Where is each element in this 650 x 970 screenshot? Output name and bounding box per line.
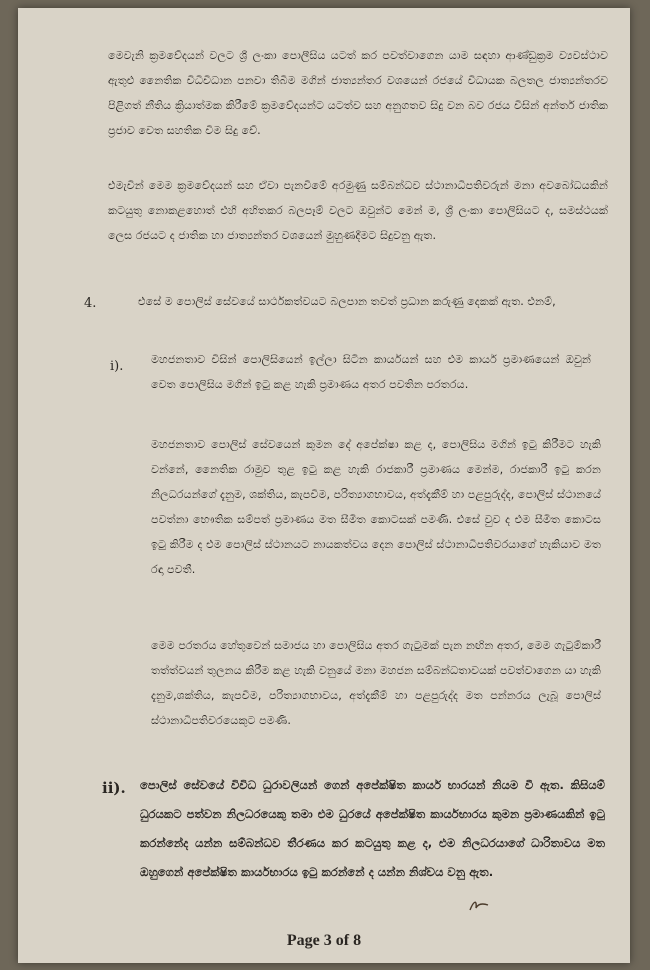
paragraph-point-4: එසේ ම පොලිස් සේවයේ සාර්ථකත්වයට බලපාන තවත් ප්‍රධාන කරුණු දෙකක් ඇත. එනම්, bbox=[138, 295, 556, 308]
page-number-footer: Page 3 of 8 bbox=[286, 932, 362, 949]
document-page bbox=[18, 8, 630, 963]
handwritten-initial bbox=[468, 898, 490, 912]
paragraph-sub-i: මහජනතාව විසින් පොලිසියෙන් ඉල්ලා සිටින කාර්යයන් සහ එම කාර්ය ප්‍රමාණයෙන් ඔවුන් වෙත පොලිසිය මගින් ඉටු කළ හැකි ප්‍රමාණය අතර පවතින පරතරය. bbox=[151, 353, 591, 391]
paragraph-2: එමැවින් මෙම ක්‍රමවේදයන් සහ ඒවා පැනවීමේ අරමුණු සම්බන්ධව ස්ථානාධිපතිවරුන් මනා අවබෝධයකින් කටයුතු නොකළහොත් එහි අහිතකර බලපෑම් වලට ඔවුන්ට මෙන් ම, ශ්‍රී ලංකා පොලිසියට ද, සමස්ථයක් ලෙස රජයට ද ජාතික හා ජාත්‍යන්තර වශයෙන් මුහුණදීමට සිදුවනු ඇත. bbox=[108, 179, 608, 242]
paragraph-1: මෙවැනි ක්‍රමවේදයන් වලට ශ්‍රී ලංකා පොලීසිය යටත් කර පවත්වාගෙන යාම සඳහා ආණ්ඩුක්‍රම ව්‍යවස්ථාව ඇතුළු නෛතික විධිවිධාන පනවා තිබීම මගින් ජාත්‍යන්තර වශයෙන් රජයේ විධායක බලතල ජාත්‍යන්තරව පිළිගත් නීතිය ක්‍රියාත්මක කිරීමේ ක්‍රමවේදයන්ට යටත්ව සහ අනුගතව සිදු වන බව රජය විසින් අන්තර් ජාතික ප්‍රජාව වෙත සහතික වීම සිදු වේ. bbox=[108, 49, 608, 137]
paragraph-sub-i-conclusion: මෙම පරතරය හේතුවෙන් සමාජය හා පොලිසිය අතර ගැටුමක් පැන නඟින අතර, මෙම ගැටුම්කාරී තත්ත්වයන් තුලනය කිරීම කළ හැකි වනුයේ මනා මහජන සම්බන්ධතාවයක් පවත්වාගෙන යා හැකි දැනුම,ශක්තිය, කැපවීම, පරිත්‍යාගභාවය, අත්දැකීම් හා පළපුරුද්ද මත පන්නරය ලැබූ පොලිස් ස්ථානාධිපතිවරයෙකුට පමණි. bbox=[151, 639, 601, 727]
item-number-4: 4. bbox=[84, 296, 97, 311]
sub-item-number-i: i). bbox=[110, 359, 124, 374]
sub-item-number-ii: ii). bbox=[102, 779, 126, 797]
paragraph-sub-ii: පොලිස් සේවයේ විවිධ ධුරාවලියන් ගෙන් අපේක්ෂිත කාර්ය භාරයන් නියම වී ඇත. කිසියම් ධුරයකට පත්වන නිලධරයෙකු තමා එම ධුරයේ අපේක්ෂිත කාර්යභාරය කුමන ප්‍රමාණයකින් ඉටු කරන්නේද යන්න සම්බන්ධව තීරණය කර කටයුතු කළ ද, එම නිලධරයාගේ ධාරිතාවය මත ඔහුගෙන් අපේක්ෂිත කාර්යභාරය ඉටු කරන්නේ ද යන්න නිශ්චය වනු ඇත. bbox=[140, 778, 605, 879]
paragraph-sub-i-detail: මහජනතාව පොලිස් සේවයෙන් කුමන දේ අපේක්ෂා කළ ද, පොලිසිය මගින් ඉටු කිරීමට හැකි වන්නේ, නෛතික රාමුව තුළ ඉටු කළ හැකි රාජකාරී ප්‍රමාණය මෙන්ම, රාජකාරී ඉටු කරන නිලධරයන්ගේ දැනුම, ශක්තිය, කැපවීම, පරිත්‍යාගභාවය, අත්දැකීම් හා පළපුරුද්ද, පොලිස් ස්ථානයේ පවත්නා භෞතික සම්පත් ප්‍රමාණය මත සීමිත කොටසක් පමණි. එසේ වුව ද එම සීමිත කොටස ඉටු කිරීම ද එම පොලිස් ස්ථානයට නායකත්වය දෙන පොලිස් ස්ථානාධිපතිවරයාගේ හැකියාව මත රඳා පවතී. bbox=[151, 438, 601, 576]
